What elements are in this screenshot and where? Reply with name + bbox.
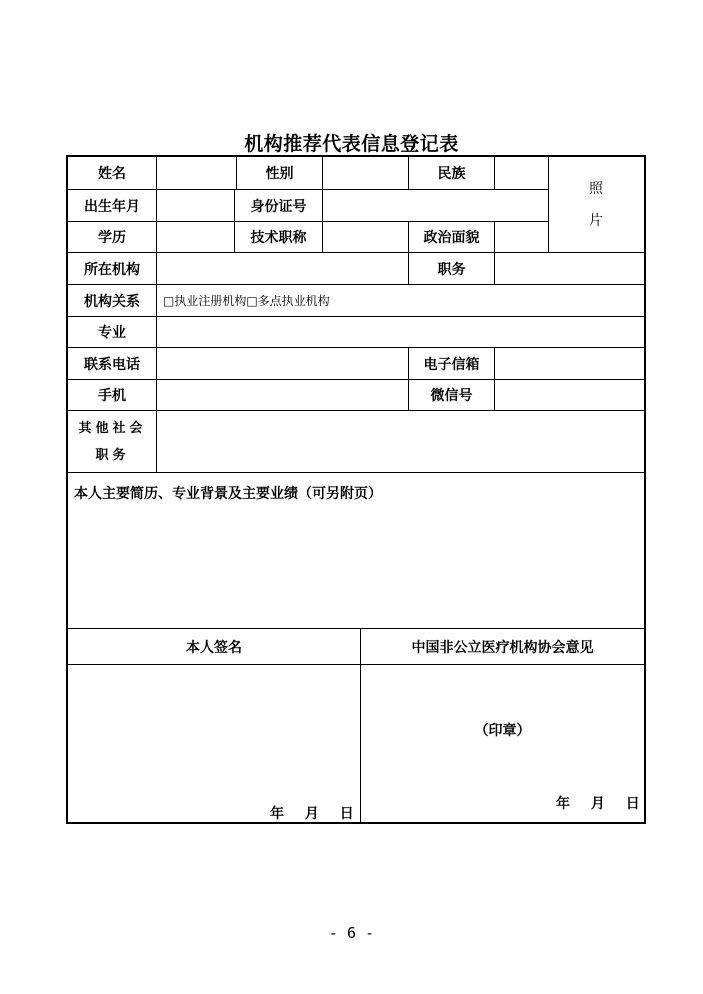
gender-label: 性别 [265, 166, 294, 182]
political-field[interactable] [495, 222, 548, 252]
mobile-field[interactable] [157, 380, 408, 410]
major-label: 专业 [98, 325, 126, 341]
wechat-label: 微信号 [430, 388, 473, 404]
other-roles-label-1: 其他社会 [78, 421, 147, 436]
page-number: - 6 - [328, 924, 375, 942]
position-label: 职务 [437, 261, 466, 278]
institution-label: 所在机构 [84, 261, 140, 278]
birth-label: 出生年月 [84, 198, 140, 215]
other-roles-label [68, 412, 157, 472]
name-label: 姓名 [98, 166, 126, 182]
ethnicity-field[interactable] [495, 157, 548, 189]
gender-field[interactable] [323, 157, 408, 189]
id-number-label: 身份证号 [250, 198, 307, 215]
relation-label: 机构关系 [84, 293, 140, 310]
relation-options[interactable]: □执业注册机构□多点执业机构 [163, 294, 330, 308]
major-field[interactable] [157, 317, 644, 347]
institution-field[interactable] [157, 253, 408, 284]
position-field[interactable] [495, 253, 644, 284]
id-number-field[interactable] [323, 190, 548, 221]
resume-heading: 本人主要简历、专业背景及主要业绩（可另附页） [74, 486, 382, 502]
row-divider [68, 472, 644, 473]
phone-label: 联系电话 [84, 356, 140, 373]
wechat-field[interactable] [495, 380, 644, 410]
resume-field[interactable] [68, 505, 644, 627]
signature-date: 年 月 日 [270, 806, 354, 822]
ethnicity-label: 民族 [437, 166, 466, 182]
photo-label-2: 片 [589, 212, 603, 229]
signature-field[interactable] [68, 665, 360, 790]
birth-field[interactable] [157, 190, 234, 221]
signature-heading: 本人签名 [186, 639, 242, 656]
phone-field[interactable] [157, 348, 408, 379]
association-heading: 中国非公立医疗机构协会意见 [411, 639, 594, 656]
education-label: 学历 [98, 230, 126, 246]
seal-text: （印章） [474, 723, 531, 739]
tech-title-label: 技术职称 [250, 230, 307, 246]
email-label: 电子信箱 [423, 356, 480, 373]
other-roles-field[interactable] [157, 411, 644, 472]
form-title: 机构推荐代表信息登记表 [244, 133, 459, 155]
mobile-label: 手机 [98, 388, 126, 404]
tech-title-field[interactable] [323, 222, 408, 252]
name-field[interactable] [157, 157, 236, 189]
photo-area[interactable] [548, 158, 644, 251]
political-label: 政治面貌 [423, 230, 480, 246]
education-field[interactable] [157, 222, 234, 252]
other-roles-label-2: 职务 [95, 448, 130, 463]
association-date: 年 月 日 [556, 796, 640, 812]
photo-label-1: 照 [589, 180, 603, 197]
email-field[interactable] [495, 348, 644, 379]
